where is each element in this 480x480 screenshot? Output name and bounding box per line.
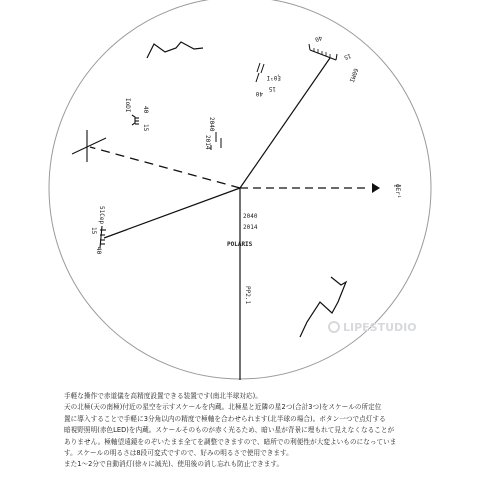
description-line: 天の北極(天の南極)付近の星空を示すスケールを内蔵。北極星と近隣の星2つ(合計3つ)をスケールの所定位 <box>64 403 382 412</box>
center-year-2014: 2014 <box>243 224 258 231</box>
description-line: 暗視野照明(赤色LED)を内蔵。スケールそのものが赤く光るため、暗い星が背景に埋もれて見えなくなることが <box>64 426 395 435</box>
left-lower-label-40: 40 <box>95 247 102 255</box>
left-lower-label-15: 15 <box>90 227 97 235</box>
mid-year-ticks <box>211 132 221 150</box>
northeast-scale <box>309 44 337 60</box>
east-arrow-head <box>372 183 380 193</box>
description-line: 手軽な操作で赤道儀を高精度設置できる装置です(南北半球対応)。 <box>64 392 262 400</box>
dashed-line-west <box>90 147 240 188</box>
ne-label-60mi: 60MI <box>347 67 360 84</box>
left-upper-label-15: 15 <box>142 124 149 132</box>
mid-year-2014: 2014 <box>204 135 211 150</box>
double-tick-mark <box>256 63 264 82</box>
center-top-label-15: 15 <box>268 85 276 92</box>
left-upper-label-40: 40 <box>142 106 149 114</box>
center-year-2040: 2040 <box>243 213 258 220</box>
left-upper-bracket <box>132 115 139 125</box>
ne-label-40: 40 <box>313 33 324 43</box>
line-to-northeast <box>240 58 330 188</box>
description-line: 置に導入することで手軽に3分角以内の精度で極軸を合わせられます(北半球の場合)。ボタン一つで点灯する <box>64 414 386 423</box>
south-star-label: PP2.1 <box>244 286 251 305</box>
east-star-label: ɸEr¹ <box>394 184 401 199</box>
description-line: また1〜2分で自動消灯(徐々に減光)、使用後の消し忘れも防止できます。 <box>64 460 284 469</box>
center-top-label-40: 40 <box>255 90 263 97</box>
polaris-label: POLARIS <box>227 241 253 248</box>
svg-text:LIPESTUDIO: LIPESTUDIO <box>343 321 417 334</box>
left-upper-star-label: ΙοDΙ <box>124 98 131 113</box>
center-top-star-label: ξ0¹Ι <box>266 74 281 81</box>
description-line: ありません。極軸望遠鏡をのぞいたまま全てを調整できますので、暗所での利便性が大変よいものになっていま <box>64 437 397 446</box>
description-line: す。スケールの明るさは8段可変式ですので、好みの明るさで使用できます。 <box>64 449 293 458</box>
watermark-logo <box>329 321 417 334</box>
crosshair-west-diag <box>72 138 106 154</box>
mid-year-2040: 2040 <box>208 117 215 132</box>
constellation-top-left <box>147 42 203 58</box>
line-to-southwest <box>104 188 240 238</box>
product-description <box>64 391 464 471</box>
ne-label-15: 15 <box>342 51 353 61</box>
left-lower-star-label: 51Cep <box>98 206 105 225</box>
